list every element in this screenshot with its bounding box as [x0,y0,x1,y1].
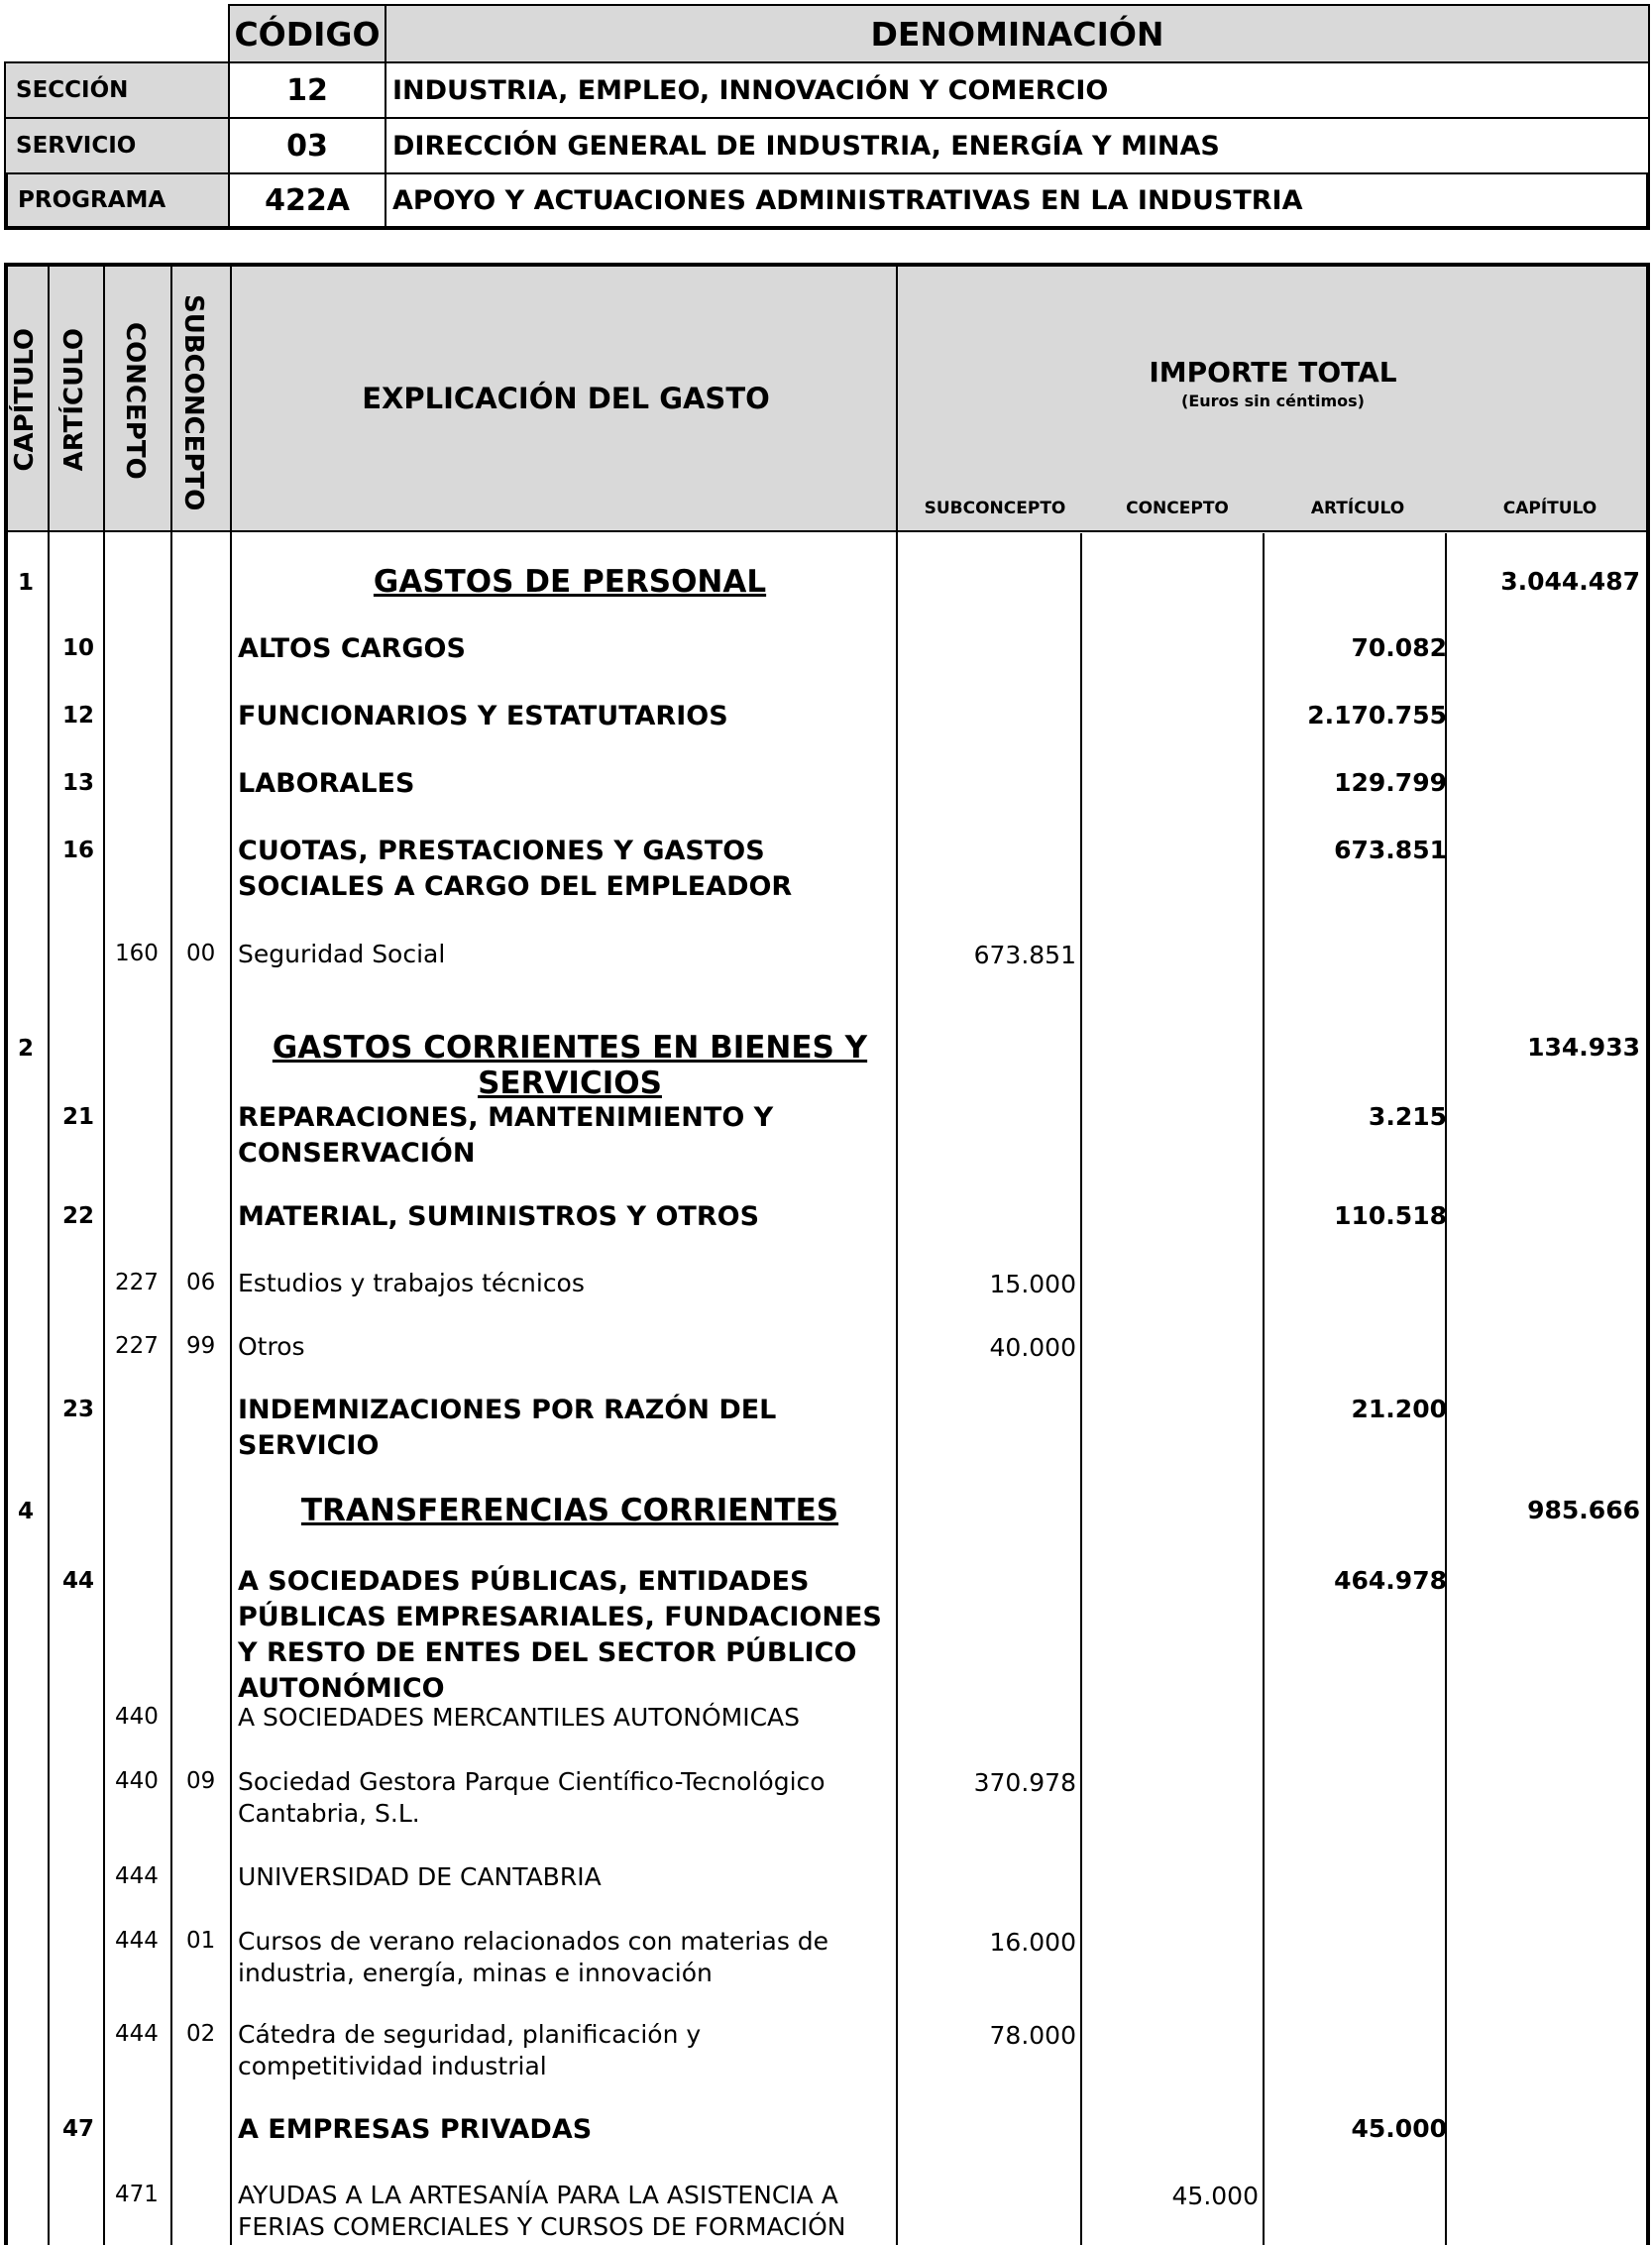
seccion-name: INDUSTRIA, EMPLEO, INNOVACIÓN Y COMERCIO [385,61,1650,119]
articulo-total: 110.518 [1334,1201,1447,1230]
denominacion-header: DENOMINACIÓN [385,4,1650,63]
subconcepto-total: 673.851 [973,941,1076,969]
capitulo-code: 4 [18,1499,35,1524]
subconcepto-code: 00 [186,941,216,966]
subconcepto-code: 06 [186,1270,216,1295]
articulo-total: 70.082 [1351,633,1447,662]
articulo-code: 21 [62,1104,95,1130]
articulo-total: 464.978 [1334,1566,1447,1595]
seccion-code: 12 [228,61,386,119]
articulo-description: INDEMNIZACIONES POR RAZÓN DEL SERVICIO [238,1395,777,1461]
concepto-code: 227 [115,1270,159,1295]
articulo-code: 23 [62,1397,95,1422]
subconcepto-total: 40.000 [989,1333,1076,1362]
subconcepto-description: Otros [238,1332,305,1361]
table-header [8,267,1646,532]
articulo-description: CUOTAS, PRESTACIONES Y GASTOS SOCIALES A CARGO DEL EMPLEADOR [238,836,793,902]
articulo-header: ARTÍCULO [59,328,89,472]
capitulo-total: 134.933 [1527,1033,1640,1062]
subconcepto-code: 01 [186,1928,216,1954]
subconcepto-total: 15.000 [989,1270,1076,1298]
codigo-header: CÓDIGO [228,4,386,63]
articulo-code: 47 [62,2116,95,2142]
column-divider [103,267,105,2245]
articulo-total: 2.170.755 [1307,701,1447,730]
subconcepto-description: Seguridad Social [238,940,446,968]
concepto-header: CONCEPTO [120,322,150,480]
subconcepto-code: 02 [186,2021,216,2047]
importe-note: (Euros sin céntimos) [1181,392,1365,410]
header-table [4,4,1650,230]
subconcepto-description: Cursos de verano relacionados con materias de industria, energía, minas e innovación [238,1927,829,1987]
articulo-description: A EMPRESAS PRIVADAS [238,2114,593,2145]
subconcepto-code: 99 [186,1333,216,1359]
articulo-description: MATERIAL, SUMINISTROS Y OTROS [238,1201,760,1232]
servicio-code: 03 [228,117,386,174]
articulo-total: 129.799 [1334,768,1447,797]
concepto-code: 440 [115,1704,159,1730]
concepto-description: AYUDAS A LA ARTESANÍA PARA LA ASISTENCIA A FERIAS COMERCIALES Y CURSOS DE FORMACIÓN [238,2181,846,2241]
column-divider [230,267,232,2245]
articulo-code: 13 [62,770,95,796]
articulo-description: FUNCIONARIOS Y ESTATUTARIOS [238,701,728,731]
seccion-label: SECCIÓN [4,61,230,119]
col-capitulo: CAPÍTULO [1502,499,1597,518]
budget-table [4,263,1650,2245]
col-concepto: CONCEPTO [1126,499,1229,518]
programa-code: 422A [228,172,386,230]
articulo-total: 21.200 [1351,1395,1447,1423]
capitulo-header: CAPÍTULO [10,328,40,472]
importe-total-header: IMPORTE TOTAL [1149,356,1397,389]
capitulo-total: 985.666 [1527,1496,1640,1524]
articulo-code: 16 [62,838,95,863]
column-divider [1080,533,1082,2245]
subconcepto-description: Sociedad Gestora Parque Científico-Tecnológico Cantabria, S.L. [238,1767,826,1828]
capitulo-code: 1 [18,570,35,596]
concepto-code: 227 [115,1333,159,1359]
articulo-description: LABORALES [238,768,415,799]
articulo-description: ALTOS CARGOS [238,633,466,664]
column-divider [48,267,50,2245]
servicio-name: DIRECCIÓN GENERAL DE INDUSTRIA, ENERGÍA Y MINAS [385,117,1650,174]
programa-label: PROGRAMA [4,172,230,230]
subconcepto-header: SUBCONCEPTO [178,294,208,511]
concepto-code: 160 [115,941,159,966]
articulo-total: 673.851 [1334,836,1447,864]
column-divider [1263,533,1265,2245]
subconcepto-description: Estudios y trabajos técnicos [238,1269,585,1297]
col-subconcepto: SUBCONCEPTO [924,499,1066,518]
subconcepto-code: 09 [186,1768,216,1794]
concepto-description: UNIVERSIDAD DE CANTABRIA [238,1862,602,1891]
capitulo-total: 3.044.487 [1500,567,1640,596]
subconcepto-total: 370.978 [973,1768,1076,1797]
articulo-total: 45.000 [1351,2114,1447,2143]
concepto-code: 444 [115,2021,159,2047]
capitulo-code: 2 [18,1036,35,1062]
articulo-code: 44 [62,1568,95,1594]
subconcepto-description: Cátedra de seguridad, planificación y competitividad industrial [238,2020,702,2080]
column-divider [170,267,172,2245]
col-articulo: ARTÍCULO [1310,499,1405,518]
servicio-label: SERVICIO [4,117,230,174]
programa-name: APOYO Y ACTUACIONES ADMINISTRATIVAS EN LA INDUSTRIA [385,172,1650,230]
articulo-total: 3.215 [1368,1102,1447,1131]
articulo-code: 12 [62,703,95,729]
concepto-total: 45.000 [1171,2182,1259,2210]
articulo-description: A SOCIEDADES PÚBLICAS, ENTIDADES PÚBLICAS EMPRESARIALES, FUNDACIONES Y RESTO DE ENTES DEL SECTOR PÚBLICO AUTONÓMICO [238,1566,882,1704]
subconcepto-total: 16.000 [989,1928,1076,1957]
concepto-description: A SOCIEDADES MERCANTILES AUTONÓMICAS [238,1703,801,1732]
concepto-code: 440 [115,1768,159,1794]
articulo-code: 10 [62,635,95,661]
concepto-code: 444 [115,1928,159,1954]
chapter-title: TRANSFERENCIAS CORRIENTES [300,1493,839,1528]
concepto-code: 471 [115,2182,159,2207]
articulo-description: REPARACIONES, MANTENIMIENTO Y CONSERVACIÓN [238,1102,774,1169]
articulo-code: 22 [62,1203,95,1229]
concepto-code: 444 [115,1863,159,1889]
subconcepto-total: 78.000 [989,2021,1076,2050]
explicacion-header: EXPLICACIÓN DEL GASTO [362,382,770,415]
chapter-title: GASTOS CORRIENTES EN BIENES Y SERVICIOS [272,1030,868,1101]
chapter-title: GASTOS DE PERSONAL [373,564,767,600]
